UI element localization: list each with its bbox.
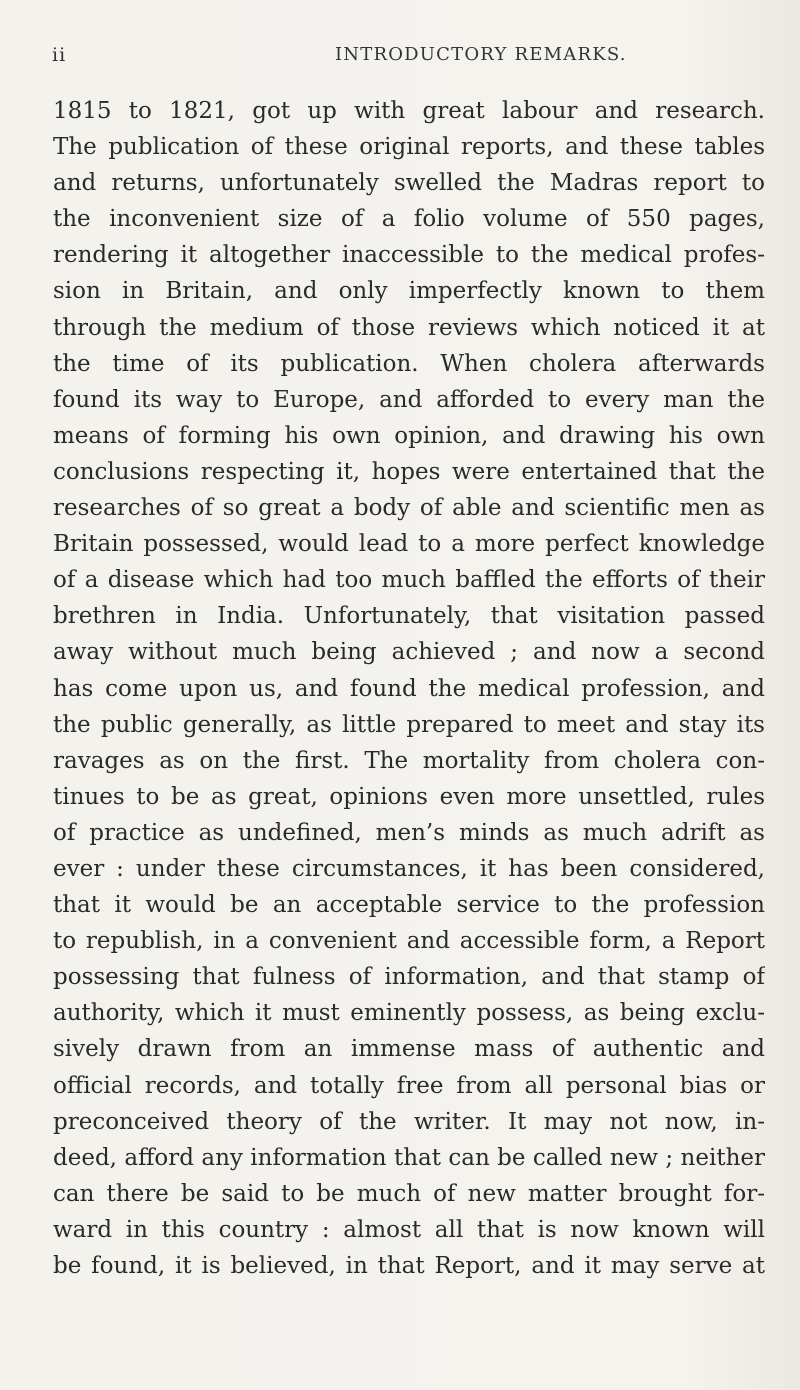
text-line: the inconvenient size of a folio volume of 550 pages, bbox=[53, 206, 765, 233]
text-line: preconceived theory of the writer. It may not now, in- bbox=[53, 1108, 765, 1135]
page-number: ii bbox=[52, 44, 67, 66]
body-text bbox=[53, 93, 765, 1284]
text-line: ever : under these circumstances, it has been considered, bbox=[53, 855, 765, 882]
text-line: brethren in India. Unfortunately, that visitation passed bbox=[53, 603, 765, 630]
text-line: deed, afford any information that can be called new ; neither bbox=[53, 1144, 765, 1171]
text-line: tinues to be as great, opinions even more unsettled, rules bbox=[53, 783, 765, 810]
text-line: Britain possessed, would lead to a more perfect knowledge bbox=[53, 531, 765, 558]
text-line: can there be said to be much of new matter brought for- bbox=[53, 1180, 765, 1207]
text-line: and returns, unfortunately swelled the Madras report to bbox=[53, 170, 765, 197]
text-line: sively drawn from an immense mass of authentic and bbox=[53, 1036, 765, 1063]
text-line: authority, which it must eminently possess, as being exclu- bbox=[53, 1000, 765, 1027]
text-line: The publication of these original reports, and these tables bbox=[53, 134, 765, 161]
text-line: through the medium of those reviews which noticed it at bbox=[53, 314, 765, 341]
text-line: means of forming his own opinion, and drawing his own bbox=[53, 422, 765, 449]
text-line: of practice as undefined, men’s minds as much adrift as bbox=[53, 819, 765, 846]
text-line: found its way to Europe, and afforded to every man the bbox=[53, 386, 765, 413]
text-line: of a disease which had too much baffled the efforts of their bbox=[53, 567, 765, 594]
text-line: official records, and totally free from all personal bias or bbox=[53, 1072, 765, 1099]
text-line: the public generally, as little prepared to meet and stay its bbox=[53, 711, 765, 738]
running-head: INTRODUCTORY REMARKS. bbox=[335, 44, 627, 65]
text-line: ward in this country : almost all that is now known will bbox=[53, 1216, 765, 1243]
text-line: conclusions respecting it, hopes were entertained that the bbox=[53, 458, 765, 485]
text-line: be found, it is believed, in that Report, and it may serve at bbox=[53, 1253, 765, 1279]
text-line: has come upon us, and found the medical profession, and bbox=[53, 675, 765, 702]
text-line: away without much being achieved ; and now a second bbox=[53, 639, 765, 666]
text-line: the time of its publication. When cholera afterwards bbox=[53, 350, 765, 377]
text-line: 1815 to 1821, got up with great labour and research. bbox=[53, 98, 765, 124]
text-line: sion in Britain, and only imperfectly known to them bbox=[53, 278, 765, 305]
text-line: rendering it altogether inaccessible to the medical profes- bbox=[53, 242, 765, 269]
text-line: possessing that fulness of information, and that stamp of bbox=[53, 964, 765, 991]
text-line: that it would be an acceptable service to the profession bbox=[53, 892, 765, 919]
text-line: ravages as on the first. The mortality from cholera con- bbox=[53, 747, 765, 774]
page-header bbox=[52, 44, 752, 74]
text-line: to republish, in a convenient and accessible form, a Report bbox=[53, 928, 765, 955]
text-line: researches of so great a body of able and scientific men as bbox=[53, 495, 765, 522]
